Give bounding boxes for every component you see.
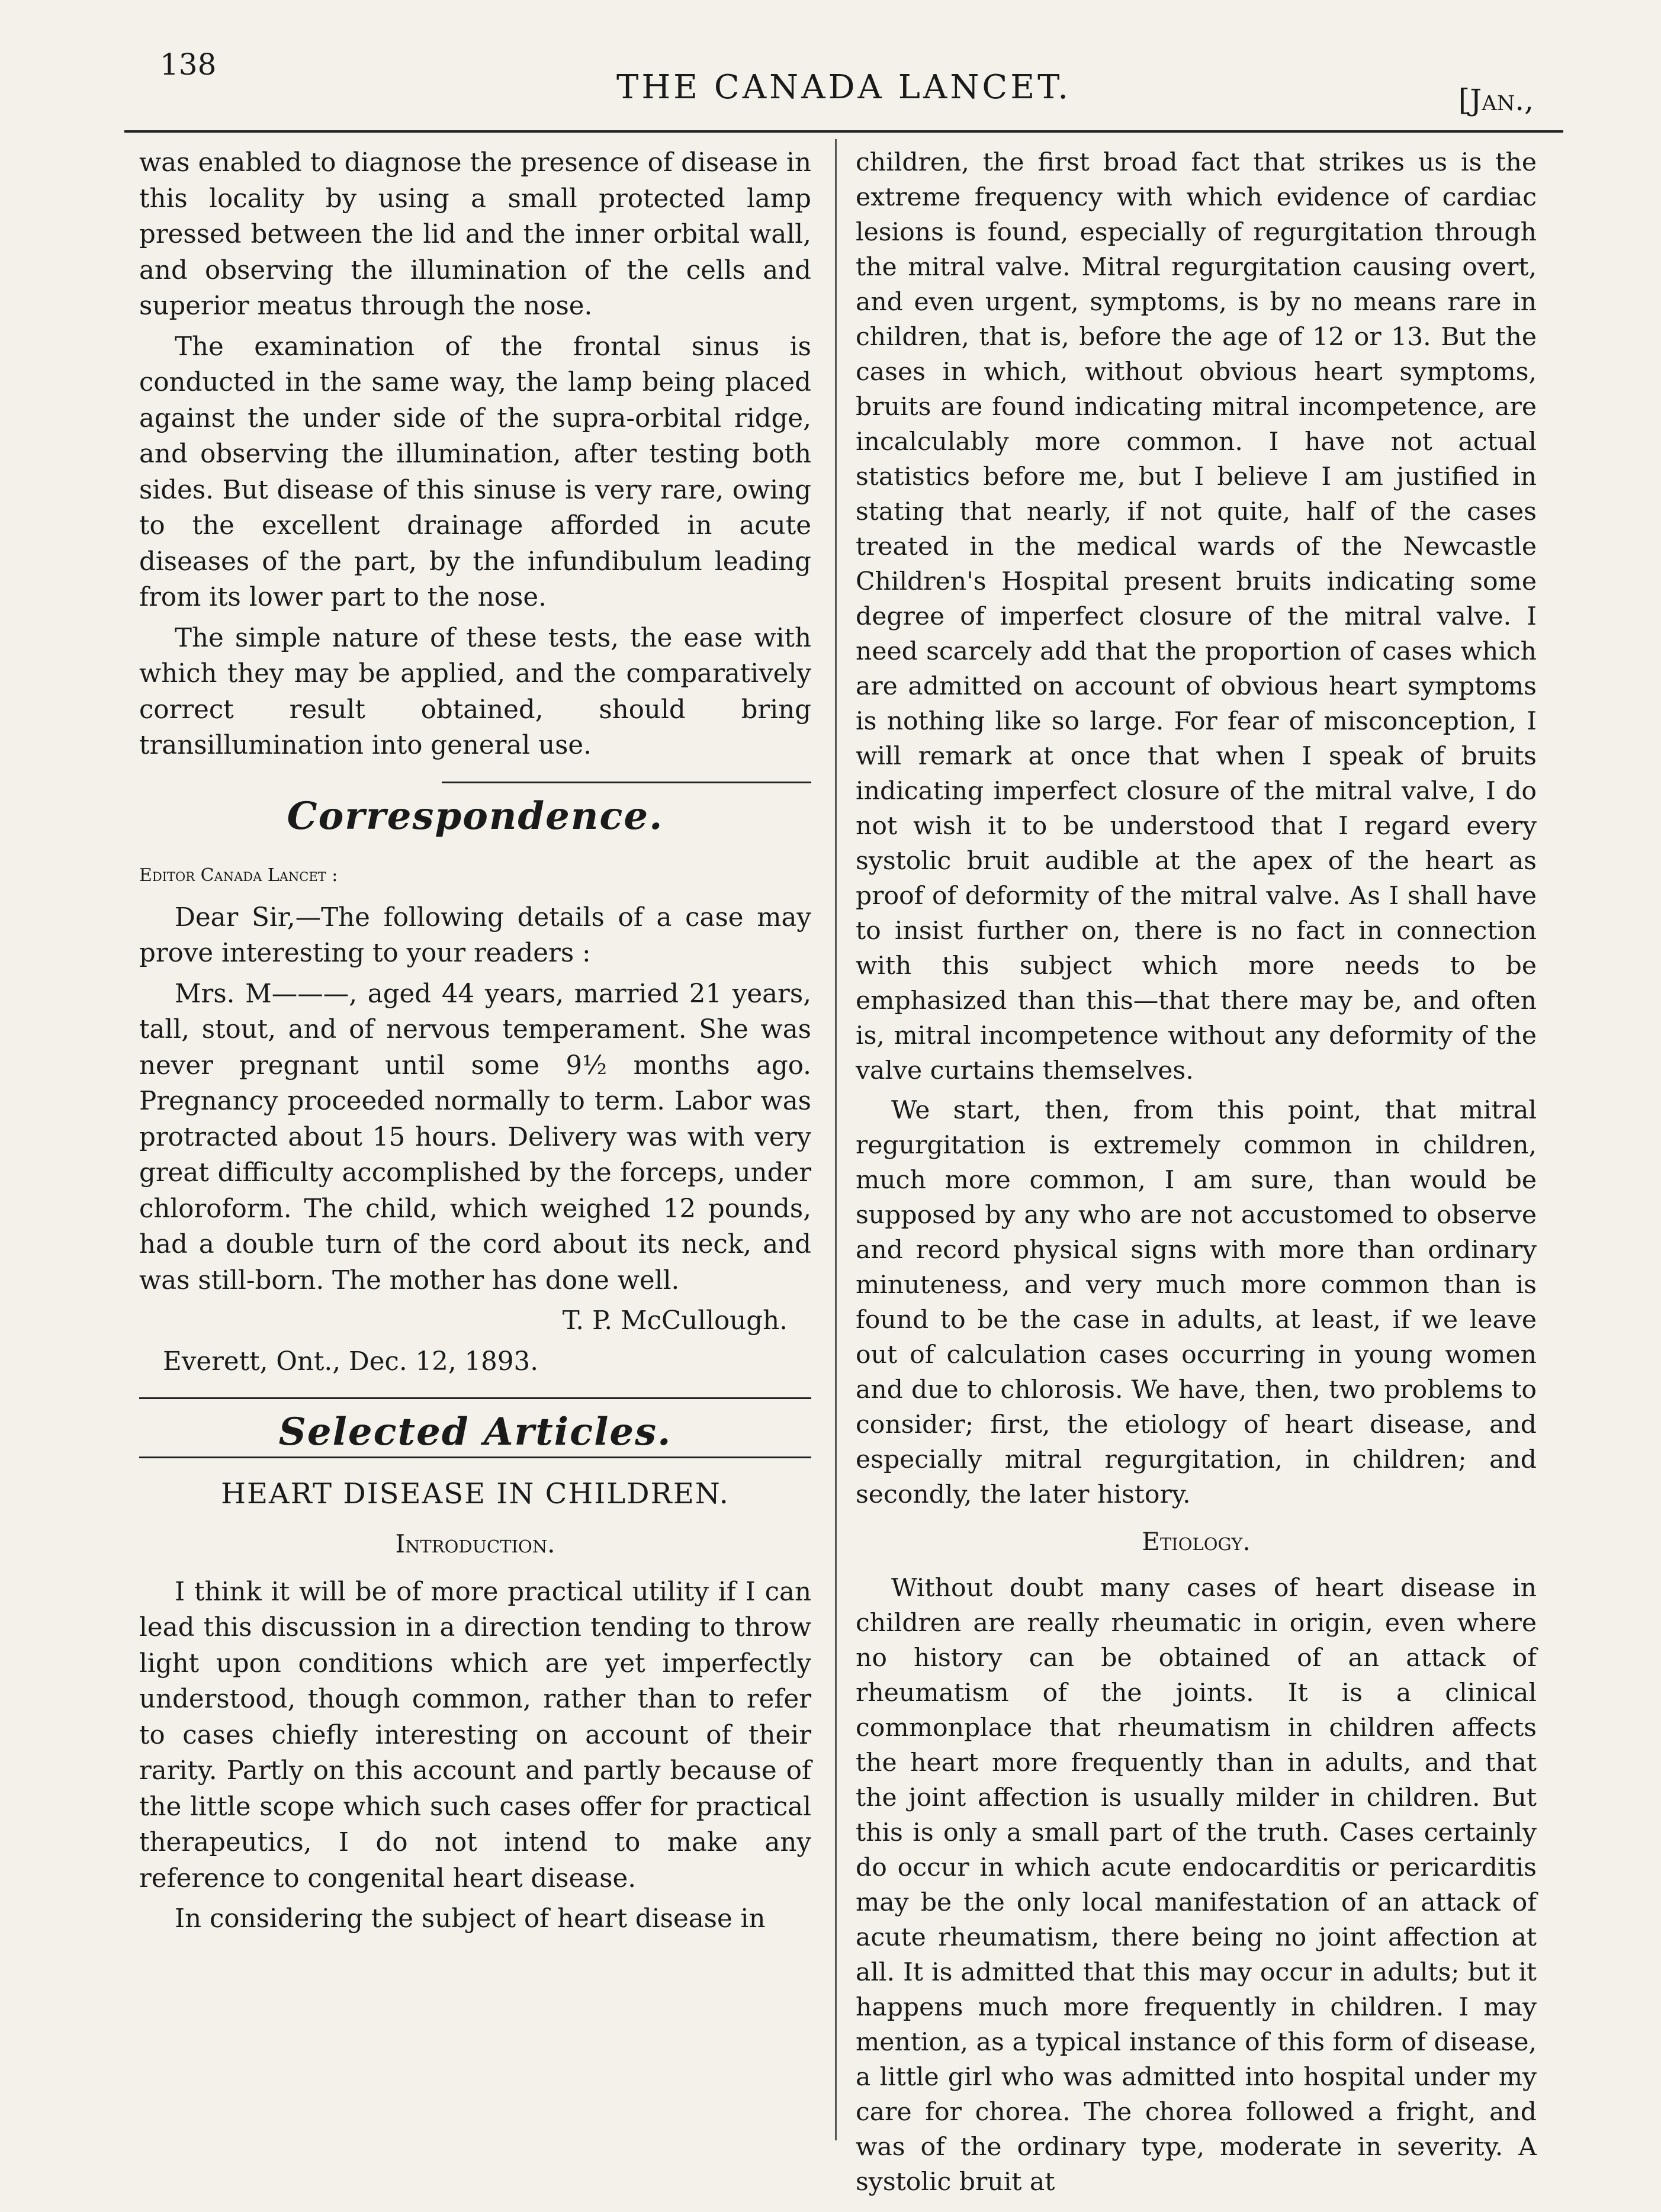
section-rule — [442, 782, 811, 783]
letter-paragraph: Dear Sir,—The following details of a case may prove interesting to your readers : — [139, 902, 811, 968]
right-column — [856, 145, 1537, 2197]
introduction-heading: Introduction. — [395, 1529, 555, 1558]
page-header — [124, 41, 1563, 133]
paragraph: The simple nature of these tests, the ease with which they may be applied, and the comparatively correct result obtained, should bring transillumination into general use. — [139, 623, 811, 760]
paragraph: Without doubt many cases of heart disease in children are really rheumatic in origin, even where no history can be obtained of an attack of rheumatism of the joints. It is a clinical commonplace that rheumatism in children affects the heart more frequently than in adults, and that the joint affection is usually milder in children. But this is only a small part of the truth. Cases certainly do occur in which acute endocarditis or pericarditis may be the only local manifestation of an attack of acute rheumatism, there being no joint affection at all. It is admitted that this may occur in adults; but it happens much more frequently in children. I may mention, as a typical instance of this form of disease, a little girl who was admitted into hospital under my care for chorea. The chorea followed a fright, and was of the ordinary type, moderate in severity. A systolic bruit at — [856, 1574, 1537, 2197]
article-title: HEART DISEASE IN CHILDREN. — [221, 1477, 730, 1510]
paragraph: The examination of the frontal sinus is conducted in the same way, the lamp being placed against the under side of the supra-orbital ridge, and observing the illumination, after testing both sides. But disease of this sinuse is very rare, owing to the excellent drainage afforded in acute diseases of the part, by the infundibulum leading from its lower part to the nose. — [139, 332, 811, 612]
signature: T. P. McCullough. — [562, 1306, 788, 1336]
journal-title: THE CANADA LANCET. — [616, 68, 1071, 107]
section-rule — [139, 1457, 811, 1458]
issue-month: [Jan., — [1458, 83, 1534, 117]
letter-paragraph: Mrs. M———, aged 44 years, married 21 years, tall, stout, and of nervous temperament. She was never pregnant until some 9½ months ago. Pregnancy proceeded normally to term. Labor was protracted about 15 hours. Delivery was with very great difficulty accomplished by the forceps, under chloroform. The child, which weighed 12 pounds, had a double turn of the cord about its neck, and was still-born. The mother has done well. — [139, 979, 811, 1295]
correspondence-heading: Correspondence. — [287, 793, 664, 838]
editor-line: Editor Canada Lancet : — [139, 865, 338, 886]
paragraph: I think it will be of more practical utility if I can lead this discussion in a direction tending to throw light upon conditions which are yet imperfectly understood, though common, rather than to refer to cases chiefly interesting on account of their rarity. Partly on this account and partly because of the little scope which such cases offer for practical therapeutics, I do not intend to make any reference to congenital heart disease. — [139, 1577, 811, 1893]
place-date: Everett, Ont., Dec. 12, 1893. — [163, 1346, 539, 1377]
paragraph: We start, then, from this point, that mitral regurgitation is extremely common in children, much more common, I am sure, than would be supposed by any who are not accustomed to observe and record physical signs with more than ordinary minuteness, and very much more common than is found to be the case in adults, at least, if we leave out of calculation cases occurring in young women and due to chlorosis. We have, then, two problems to consider; first, the etiology of heart disease, and especially mitral regurgitation, in children; and secondly, the later history. — [856, 1096, 1537, 1509]
journal-page — [124, 41, 1563, 2197]
etiology-heading: Etiology. — [1142, 1527, 1251, 1556]
column-divider — [835, 139, 837, 2140]
paragraph: was enabled to diagnose the presence of disease in this locality by using a small protected lamp pressed between the lid and the inner orbital wall, and observing the illumination of the cells and superior meatus through the nose. — [139, 148, 811, 321]
paragraph: children, the first broad fact that strikes us is the extreme frequency with which evidence of cardiac lesions is found, especially of regurgitation through the mitral valve. Mitral regurgitation causing overt, and even urgent, symptoms, is by no means rare in children, that is, before the age of 12 or 13. But the cases in which, without obvious heart symptoms, bruits are found indicating mitral incompetence, are incalculably more common. I have not actual statistics before me, but I believe I am justified in stating that nearly, if not quite, half of the cases treated in the medical wards of the Newcastle Children's Hospital present bruits indicating some degree of imperfect closure of the mitral valve. I need scarcely add that the proportion of cases which are admitted on account of obvious heart symptoms is nothing like so large. For fear of misconception, I will remark at once that when I speak of bruits indicating imperfect closure of the mitral valve, I do not wish it to be understood that I regard every systolic bruit audible at the apex of the heart as proof of deformity of the mitral valve. As I shall have to insist further on, there is no fact in connection with this subject which more needs to be emphasized than this—that there may be, and often is, mitral incompetence without any deformity of the valve curtains themselves. — [856, 148, 1537, 1085]
left-column — [139, 145, 811, 2146]
paragraph: In considering the subject of heart disease in — [175, 1904, 766, 1934]
selected-articles-heading: Selected Articles. — [278, 1410, 672, 1454]
page-number: 138 — [160, 47, 217, 82]
section-rule — [139, 1397, 811, 1399]
